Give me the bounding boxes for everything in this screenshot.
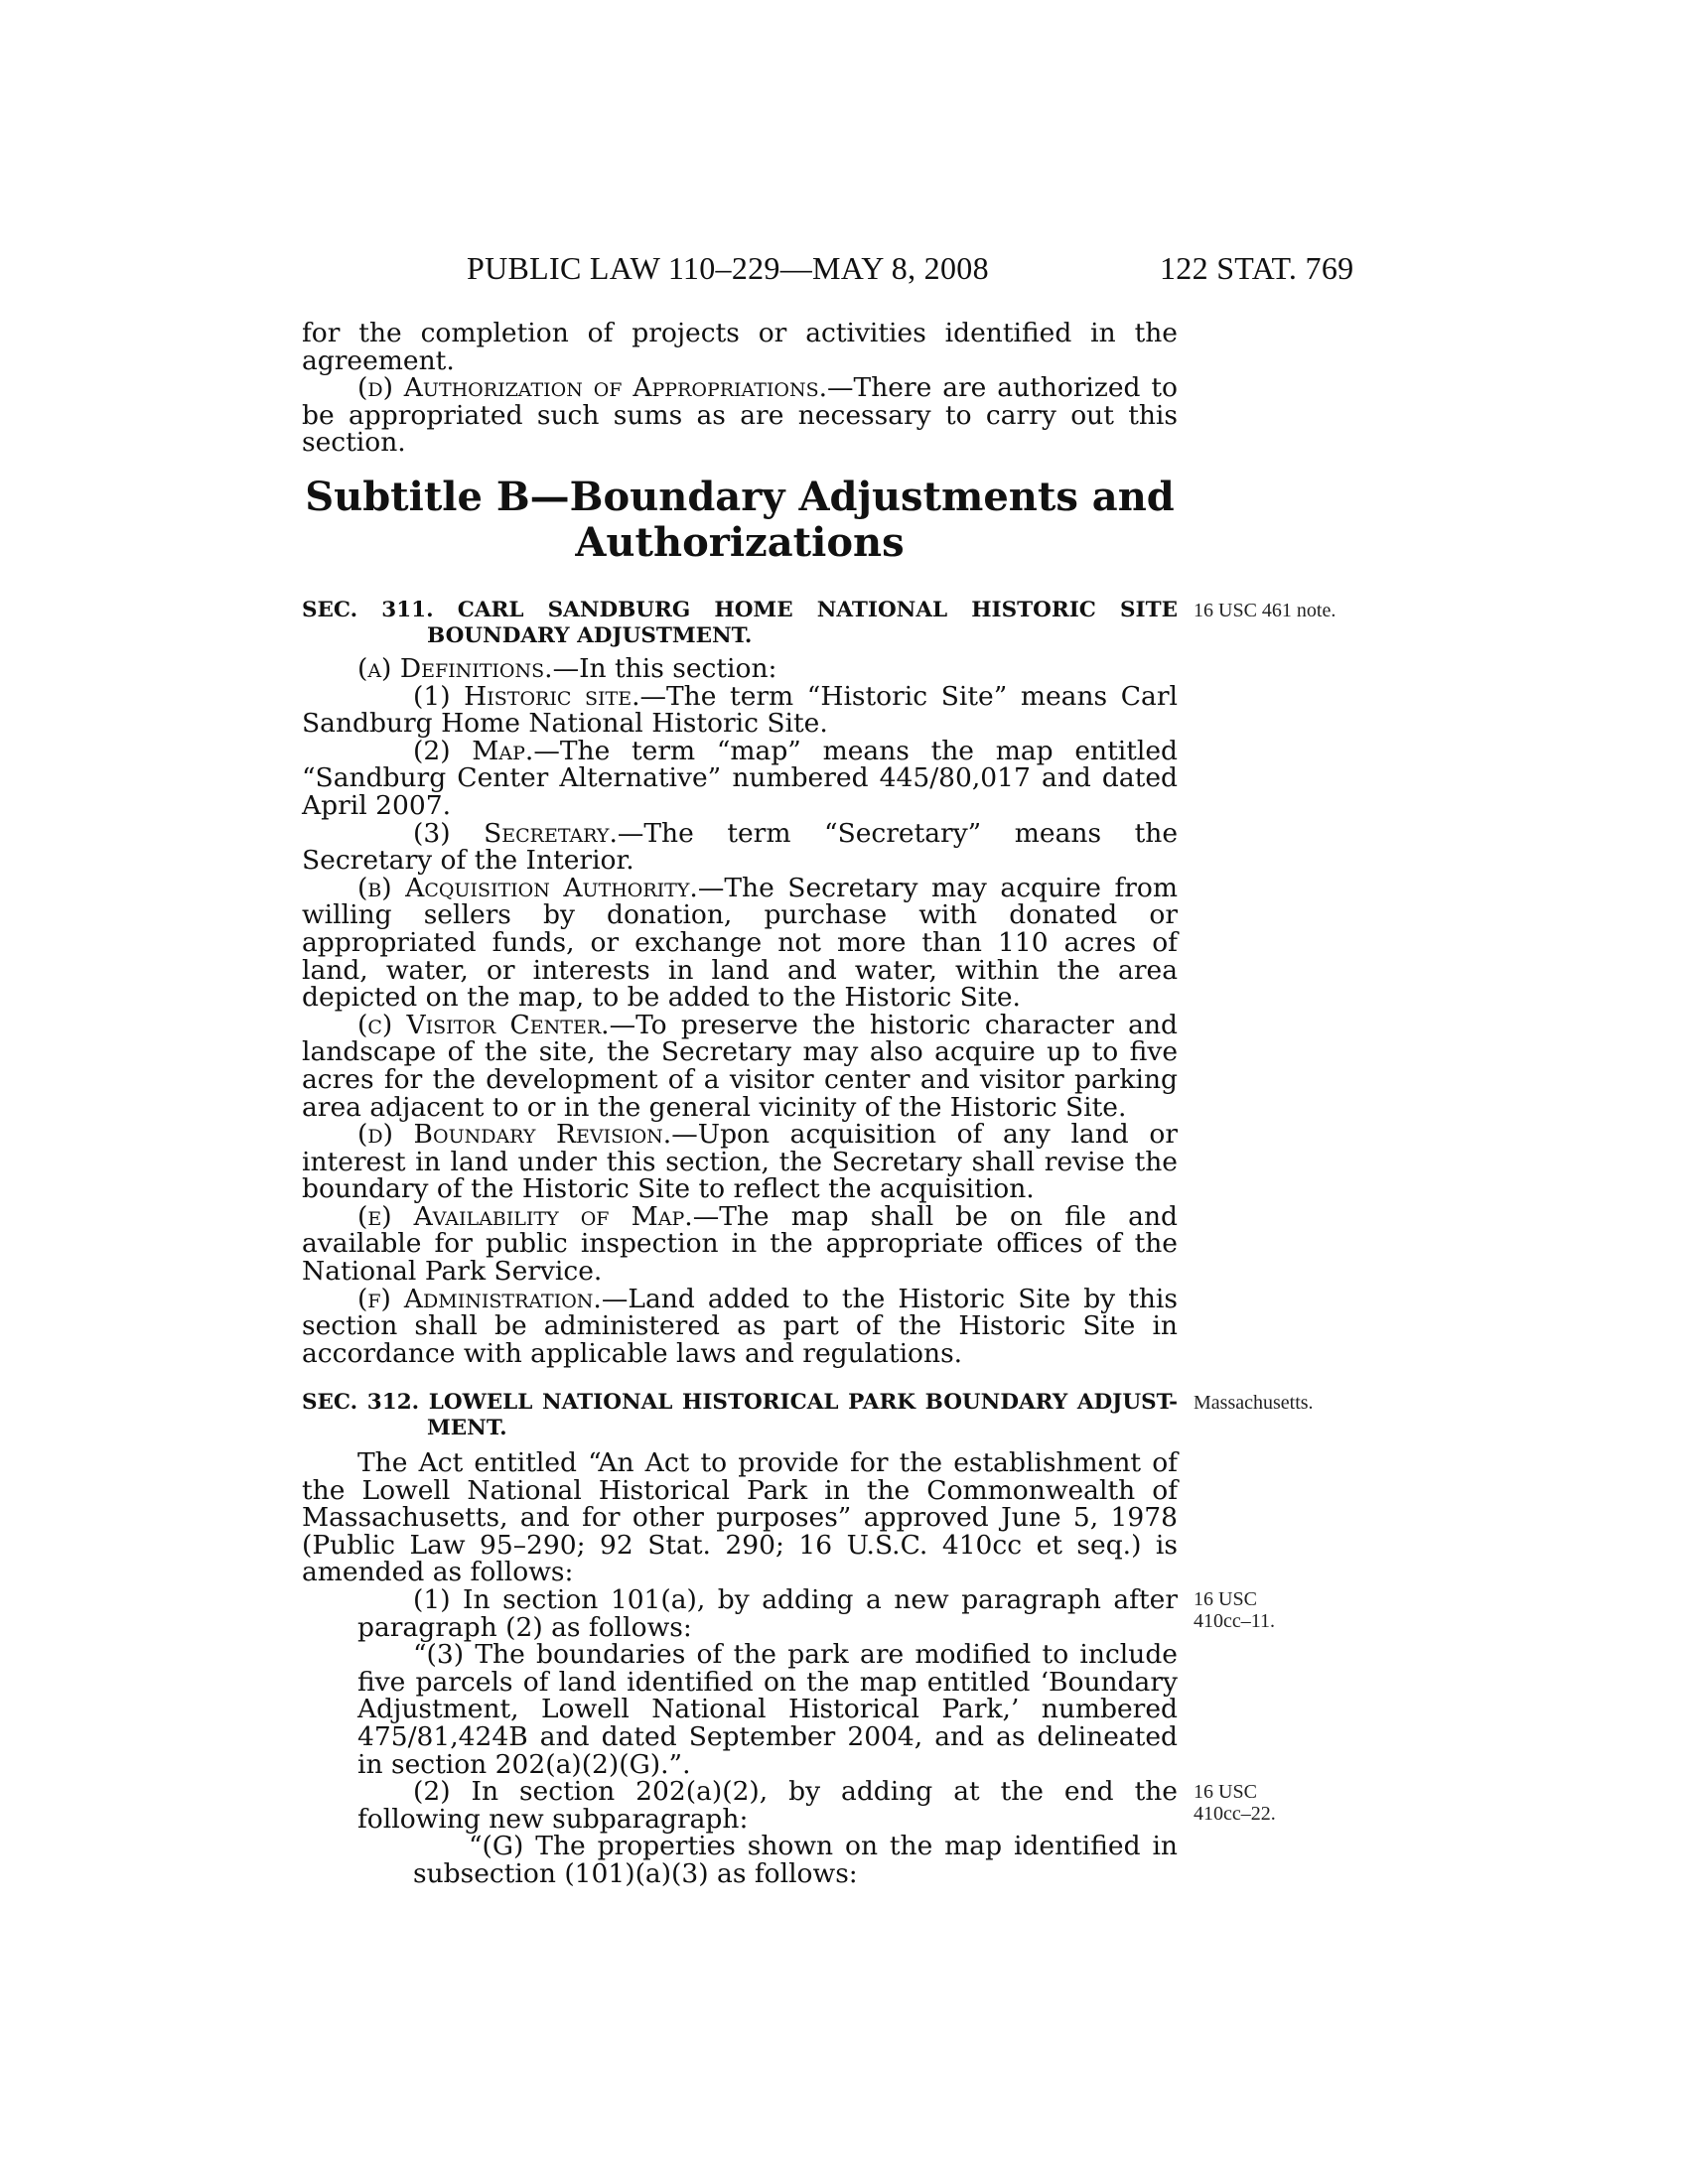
margin-note-line: 410cc–11. — [1194, 1610, 1276, 1632]
paragraph-heading: (2) Map. — [413, 735, 534, 766]
subsection-body: —Land added to the Historic Site by this section shall be administered as part of the Historic Site in accordance with applicable laws and regulations. — [302, 1283, 1178, 1369]
subsection-d — [302, 1121, 1178, 1203]
paragraph-continuation: for the completion of projects or activities identified in the agreement. — [302, 318, 1178, 376]
subsection-f — [302, 1283, 1178, 1369]
subsection-heading: (f) Administration. — [357, 1283, 602, 1314]
section-heading-line-1: SEC. 312. LOWELL NATIONAL HISTORICAL PARK BOUNDARY ADJUST- — [302, 1390, 1178, 1415]
quoted-subparagraph-g: “(G) The properties shown on the map identified in subsection (101)(a)(3) as follows: — [413, 1831, 1178, 1889]
paragraph-body: —The term “map” means the map entitled “Sandburg Center Alternative” numbered 445/80,017 and dated April 2007. — [302, 735, 1178, 821]
quoted-paragraph-3: “(3) The boundaries of the park are modified to include five parcels of land identified on the map entitled ‘Boundary Adjustment, Lowell National Historical Park,’ numbered 475/81,424B and dated September 2004, and as delineated in section 202(a)(2)(G).”. — [357, 1639, 1178, 1780]
paragraph-a2 — [302, 735, 1178, 821]
paragraph-a1 — [302, 680, 1178, 740]
subtitle-heading — [302, 475, 1178, 566]
subtitle-line-1: Subtitle B—Boundary Adjustments and — [305, 474, 1175, 520]
subsection-heading: (c) Visitor Center. — [357, 1009, 610, 1040]
subsection-heading: (b) Acquisition Authority. — [357, 872, 698, 903]
subsection-body: —The Secretary may acquire from willing sellers by donation, purchase with donated or appropriated funds, or exchange not more than 110 acres of land, water, or interests in land and water, within the area depicted on the map, to be added to the Historic Site. — [302, 872, 1178, 1014]
section-heading-line-2: BOUNDARY ADJUSTMENT. — [427, 623, 753, 648]
amendment-item-2: (2) In section 202(a)(2), by adding at the end the following new subparagraph: — [357, 1776, 1178, 1835]
margin-note-line: 16 USC — [1194, 1781, 1257, 1803]
subsection-b — [302, 872, 1178, 1014]
margin-note-sec311: 16 USC 461 note. — [1194, 600, 1336, 621]
subsection-heading: (d) Boundary Revision. — [357, 1119, 672, 1151]
continued-text-block — [302, 320, 1178, 457]
subsection-a — [302, 655, 1178, 683]
paragraph-heading: (1) Historic site. — [413, 680, 640, 712]
paragraph-heading: (d) Authorization of Appropriations. — [357, 372, 828, 404]
section-heading-line-1: SEC. 311. CARL SANDBURG HOME NATIONAL HISTORIC SITE — [302, 598, 1178, 622]
paragraph-a3 — [302, 817, 1178, 877]
paragraph-body: —The term “Secretary” means the Secretary of the Interior. — [302, 817, 1178, 877]
statute-page-number: 122 STAT. 769 — [1160, 250, 1354, 286]
section-311-body — [302, 655, 1178, 1367]
section-intro: The Act entitled “An Act to provide for the establishment of the Lowell National Historical Park in the Commonwealth of Massachusetts, and for other purposes” approved June 5, 1978 (Public Law 95–290; 92 Stat. 290; 16 U.S.C. 410cc et seq.) is amended as follows: — [302, 1447, 1178, 1588]
section-311-heading — [302, 598, 1178, 649]
subsection-body: —The map shall be on file and available for public inspection in the appropriate offices of the National Park Service. — [302, 1200, 1178, 1288]
subsection-body: —Upon acquisition of any land or interest in land under this section, the Secretary shall revise the boundary of the Historic Site to reflect the acquisition. — [302, 1119, 1178, 1205]
section-312-heading — [302, 1390, 1178, 1441]
paragraph-heading: (3) Secretary. — [413, 817, 618, 849]
running-header-title: PUBLIC LAW 110–229—MAY 8, 2008 — [467, 250, 989, 286]
margin-note-item2 — [1194, 1781, 1276, 1825]
paragraph-authorization — [302, 374, 1178, 457]
amendment-item-1: (1) In section 101(a), by adding a new paragraph after paragraph (2) as follows: — [357, 1583, 1178, 1643]
subsection-c — [302, 1009, 1178, 1123]
subsection-body: —In this section: — [552, 653, 777, 684]
margin-note-line: 410cc–22. — [1194, 1803, 1276, 1825]
section-heading-line-2: MENT. — [427, 1416, 507, 1440]
margin-note-sec312: Massachusetts. — [1194, 1392, 1314, 1414]
subsection-e — [302, 1200, 1178, 1288]
subtitle-line-2: Authorizations — [575, 519, 905, 566]
subsection-body: —To preserve the historic character and landscape of the site, the Secretary may also acquire up to five acres for the development of a visitor center and visitor parking area adjacent to or in the general vicinity of the Historic Site. — [302, 1009, 1178, 1123]
paragraph-body: —There are authorized to be appropriated such sums as are necessary to carry out this section. — [302, 372, 1179, 459]
margin-note-line: 16 USC — [1194, 1588, 1257, 1610]
paragraph-body: —The term “Historic Site” means Carl Sandburg Home National Historic Site. — [302, 680, 1178, 740]
section-312-body — [302, 1449, 1178, 1888]
margin-note-item1 — [1194, 1588, 1275, 1632]
subsection-heading: (a) Definitions. — [357, 653, 553, 684]
subsection-heading: (e) Availability of Map. — [357, 1200, 693, 1232]
